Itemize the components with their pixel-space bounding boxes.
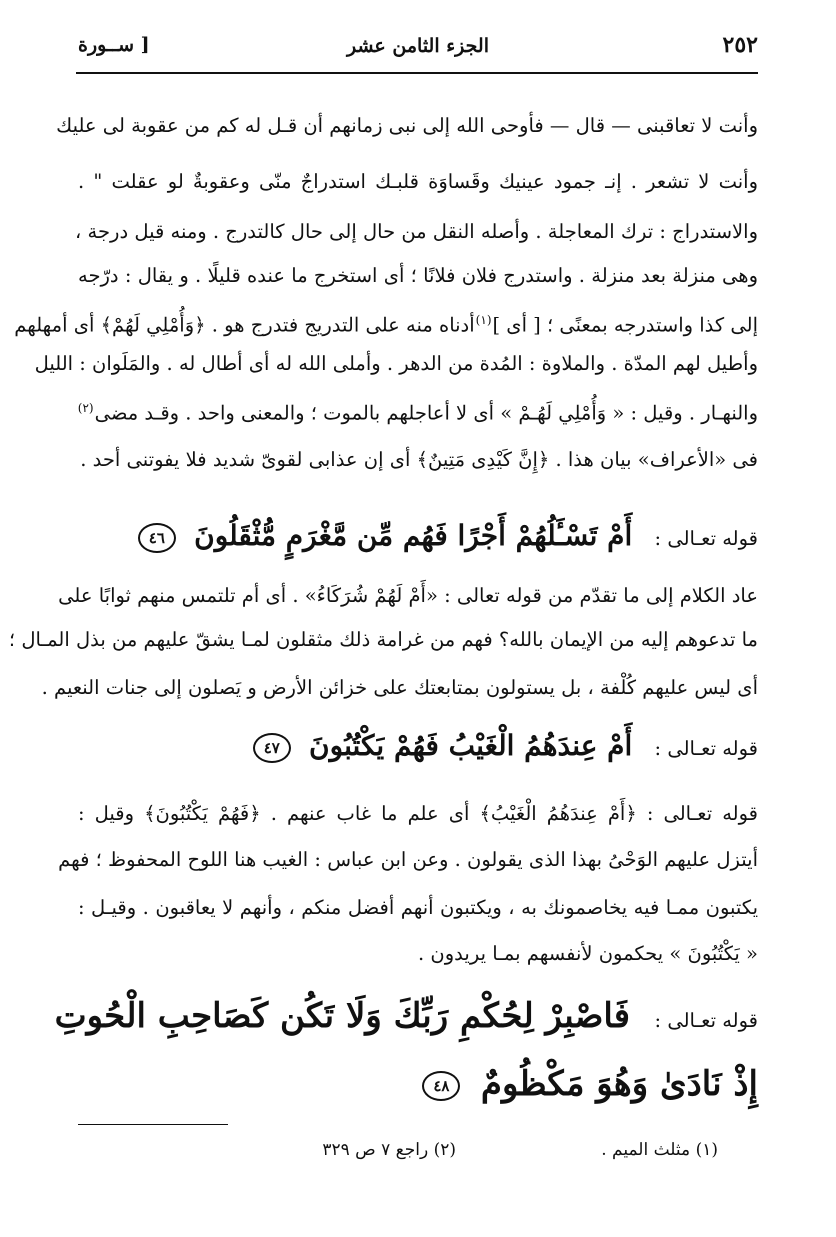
text-line: « يَكْتُبُونَ » يحكمون لأنفسهم بمـا يريدون . xyxy=(418,942,758,965)
footnote-rule xyxy=(78,1124,228,1125)
text-line: والاستدراج : ترك المعاجلة . وأصله النقل من حال إلى حال كالتدرج . ومنه قيل درجة ، xyxy=(75,220,758,243)
text-line: وأنت لا تشعر . إنـ جمود عينيك وقَساوَة قلبـك استدراجٌ منّى وعقوبةٌ لو عقلت " . xyxy=(78,170,758,193)
verse-line xyxy=(54,996,758,1041)
verse-lead: قوله تعـالى : xyxy=(654,1009,758,1032)
footnote-text: مثلث الميم . xyxy=(601,1140,691,1160)
verse-number-badge: ٤٧ xyxy=(253,733,291,763)
footnote xyxy=(601,1140,718,1160)
text-line: وأطيل لهم المدّة . والملاوة : المُدة من الدهر . وأملى الله له أى أطال له . والمَلَوان : الليل xyxy=(34,352,758,375)
verse-number-badge: ٤٦ xyxy=(138,523,176,553)
footnote-mark: (٢) xyxy=(433,1140,456,1160)
text-line xyxy=(78,394,758,428)
verse-line xyxy=(78,726,758,769)
page-header xyxy=(78,28,758,68)
footnote-mark: (١) xyxy=(695,1140,718,1160)
footnote xyxy=(322,1140,456,1160)
verse-text: فَاصْبِرْ لِحُكْمِ رَبِّكَ وَلَا تَكُن كَصَاحِبِ الْحُوتِ xyxy=(54,996,631,1036)
text-segment: أدناه منه على التدريج فتدرج هو . ﴿وَأُمْلِي لَهُمْ﴾ أى أمهلهم xyxy=(14,313,475,337)
verse-number-badge: ٤٨ xyxy=(422,1071,460,1101)
text-line xyxy=(14,306,758,340)
verse-text: أَمْ عِندَهُمُ الْغَيْبُ فَهُمْ يَكْتُبُونَ xyxy=(309,729,633,762)
footnote-text: راجع ٧ ص ٣٢٩ xyxy=(322,1140,429,1160)
running-title: الجزء الثامن عشر xyxy=(347,35,489,57)
text-line: قوله تعـالى : ﴿أَمْ عِندَهُمُ الْغَيْبُ﴾ أى علم ما غاب عنهم . ﴿فَهُمْ يَكْتُبُونَ﴾ وقيل : xyxy=(78,802,758,825)
verse-line xyxy=(78,516,758,559)
header-rule xyxy=(76,72,758,74)
text-line: أيتزل عليهم الوَحْىُ بهذا الذى يقولون . وعن ابن عباس : الغيب هنا اللوح المحفوظ ؛ فهم xyxy=(58,848,758,871)
page-number: ٢٥٢ xyxy=(722,32,758,58)
text-segment: إلى كذا واستدرجه بمعنًى ؛ [ أى ] xyxy=(492,313,758,337)
text-line: وأنت لا تعاقبنى — قال — فأوحى الله إلى نبى زمانهم أن قـل له كم من عقوبة لى عليك xyxy=(56,114,758,137)
text-line: يكتبون ممـا فيه يخاصمونك به ، ويكتبون أنهم أفضل منكم ، وأنهم لا يعاقبون . وقيـل : xyxy=(78,896,758,919)
sura-label: [ ســورة xyxy=(78,34,150,56)
verse-lead: قوله تعـالى : xyxy=(654,527,758,550)
text-line: عاد الكلام إلى ما تقدّم من قوله تعالى : «أَمْ لَهُمْ شُرَكَاءُ» . أى أم تلتمس منهم ثوابًا على xyxy=(58,584,758,607)
verse-lead: قوله تعـالى : xyxy=(654,737,758,760)
text-line: ما تدعوهم إليه من الإيمان بالله؟ فهم من غرامة ذلك مثقلون لمـا يشقّ عليهم من بذل المـال ؛ xyxy=(8,628,758,651)
footnote-marker: (١) xyxy=(475,313,492,327)
text-line: وهى منزلة بعد منزلة . واستدرج فلان فلانًا ؛ أى استخرج ما عنده قليلًا . و يقال : درّجه xyxy=(78,264,758,287)
text-line: فى «الأعراف» بيان هذا . ﴿إِنَّ كَيْدِى مَتِينٌ﴾ أى إن عذابى لقوىّ شديد فلا يفوتنى أحد . xyxy=(80,448,758,471)
text-segment: والنهـار . وقيل : « وَأُمْلِي لَهُـمْ » أى لا أعاجلهم بالموت ؛ والمعنى واحد . وقـد مضى xyxy=(94,401,758,425)
verse-line xyxy=(78,1064,758,1104)
verse-text: إِذْ نَادَىٰ وَهُوَ مَكْظُومٌ xyxy=(480,1064,758,1104)
verse-text: أَمْ تَسْـَٔلُهُمْ أَجْرًا فَهُم مِّن مَّغْرَمٍ مُّثْقَلُونَ xyxy=(194,519,633,552)
text-line: أى ليس عليهم كُلْفة ، بل يستولون بمتابعتك على خزائن الأرض و يَصلون إلى جنات النعيم . xyxy=(41,676,758,699)
footnote-marker: (٢) xyxy=(77,401,94,415)
